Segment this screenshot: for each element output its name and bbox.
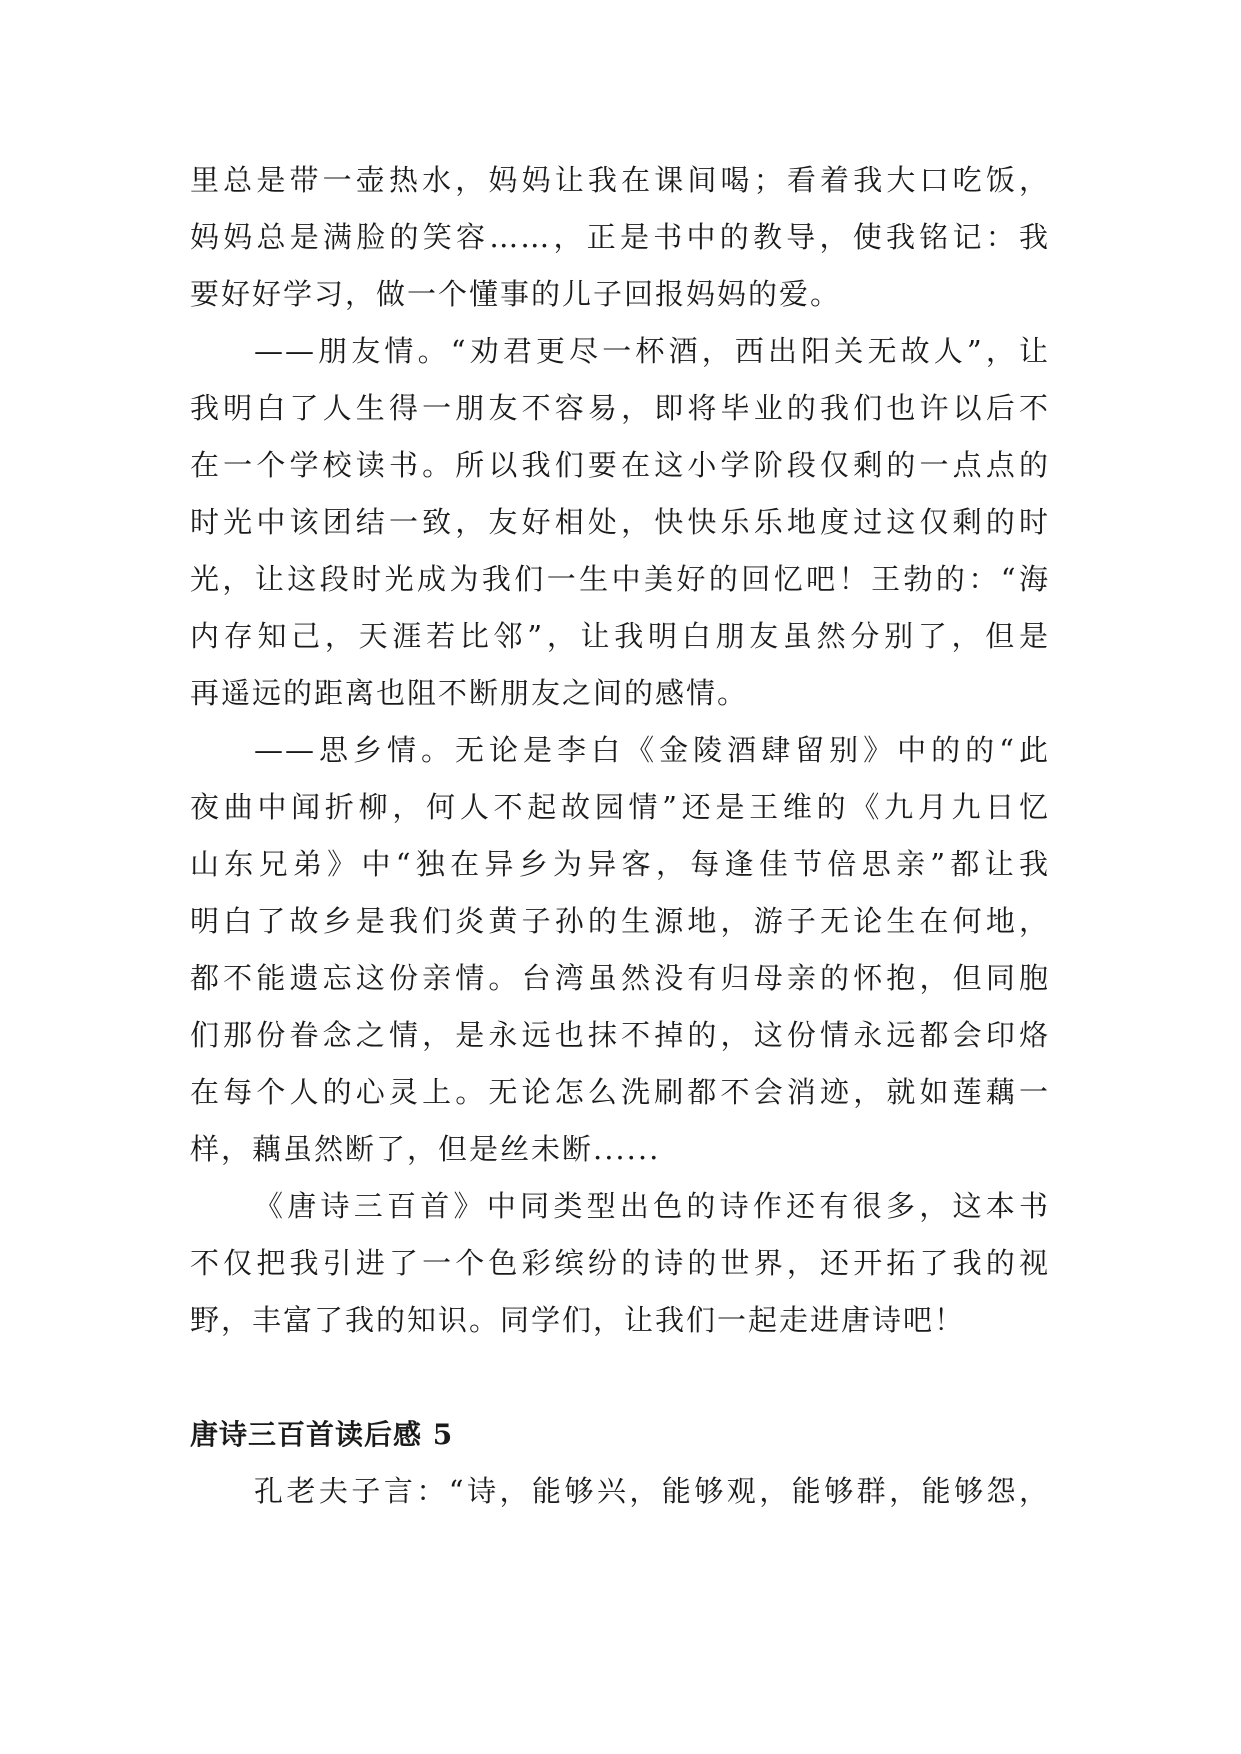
text-line: 《唐诗三百首》中同类型出色的诗作还有很多，这本书 [254, 1189, 1050, 1223]
text-line: ——朋友情。“劝君更尽一杯酒，西出阳关无故人”，让 [254, 334, 1050, 368]
text-line: 光，让这段时光成为我们一生中美好的回忆吧！王勃的：“海 [190, 562, 1050, 596]
text-line: 要好好学习，做一个懂事的儿子回报妈妈的爱。 [190, 277, 842, 311]
text-line: 样，藕虽然断了，但是丝未断...... [190, 1132, 661, 1166]
text-line: 都不能遗忘这份亲情。台湾虽然没有归母亲的怀抱，但同胞 [190, 961, 1050, 995]
section-title: 唐诗三百首读后感 5 [190, 1418, 454, 1451]
text-line: ——思乡情。无论是李白《金陵酒肆留别》中的的“此 [254, 733, 1050, 767]
paragraph-conclusion [190, 1178, 1050, 1349]
paragraph-mother [190, 152, 1050, 323]
paragraph-homesickness [190, 722, 1050, 1178]
text-line: 孔老夫子言：“诗，能够兴，能够观，能够群，能够怨， [254, 1474, 1050, 1508]
text-line: 在每个人的心灵上。无论怎么洗刷都不会消迹，就如莲藕一 [190, 1075, 1050, 1109]
text-line: 时光中该团结一致，友好相处，快快乐乐地度过这仅剩的时 [190, 505, 1050, 539]
section-spacer [190, 1349, 1050, 1406]
text-line: 妈妈总是满脸的笑容……，正是书中的教导，使我铭记：我 [190, 220, 1050, 254]
text-line: 野，丰富了我的知识。同学们，让我们一起走进唐诗吧！ [190, 1303, 966, 1337]
text-line: 内存知己，天涯若比邻”，让我明白朋友虽然分别了，但是 [190, 619, 1050, 653]
paragraph-friendship [190, 323, 1050, 722]
text-line: 里总是带一壶热水，妈妈让我在课间喝；看着我大口吃饭， [190, 163, 1050, 197]
text-line: 山东兄弟》中“独在异乡为异客，每逢佳节倍思亲”都让我 [190, 847, 1050, 881]
text-line: 在一个学校读书。所以我们要在这小学阶段仅剩的一点点的 [190, 448, 1050, 482]
text-line: 再遥远的距离也阻不断朋友之间的感情。 [190, 676, 749, 710]
paragraph-confucius [190, 1463, 1050, 1520]
text-line: 们那份眷念之情，是永远也抹不掉的，这份情永远都会印烙 [190, 1018, 1050, 1052]
text-line: 不仅把我引进了一个色彩缤纷的诗的世界，还开拓了我的视 [190, 1246, 1050, 1280]
text-line: 我明白了人生得一朋友不容易，即将毕业的我们也许以后不 [190, 391, 1050, 425]
text-line: 明白了故乡是我们炎黄子孙的生源地，游子无论生在何地， [190, 904, 1050, 938]
document-page [190, 152, 1050, 1520]
text-line: 夜曲中闻折柳，何人不起故园情”还是王维的《九月九日忆 [190, 790, 1050, 824]
